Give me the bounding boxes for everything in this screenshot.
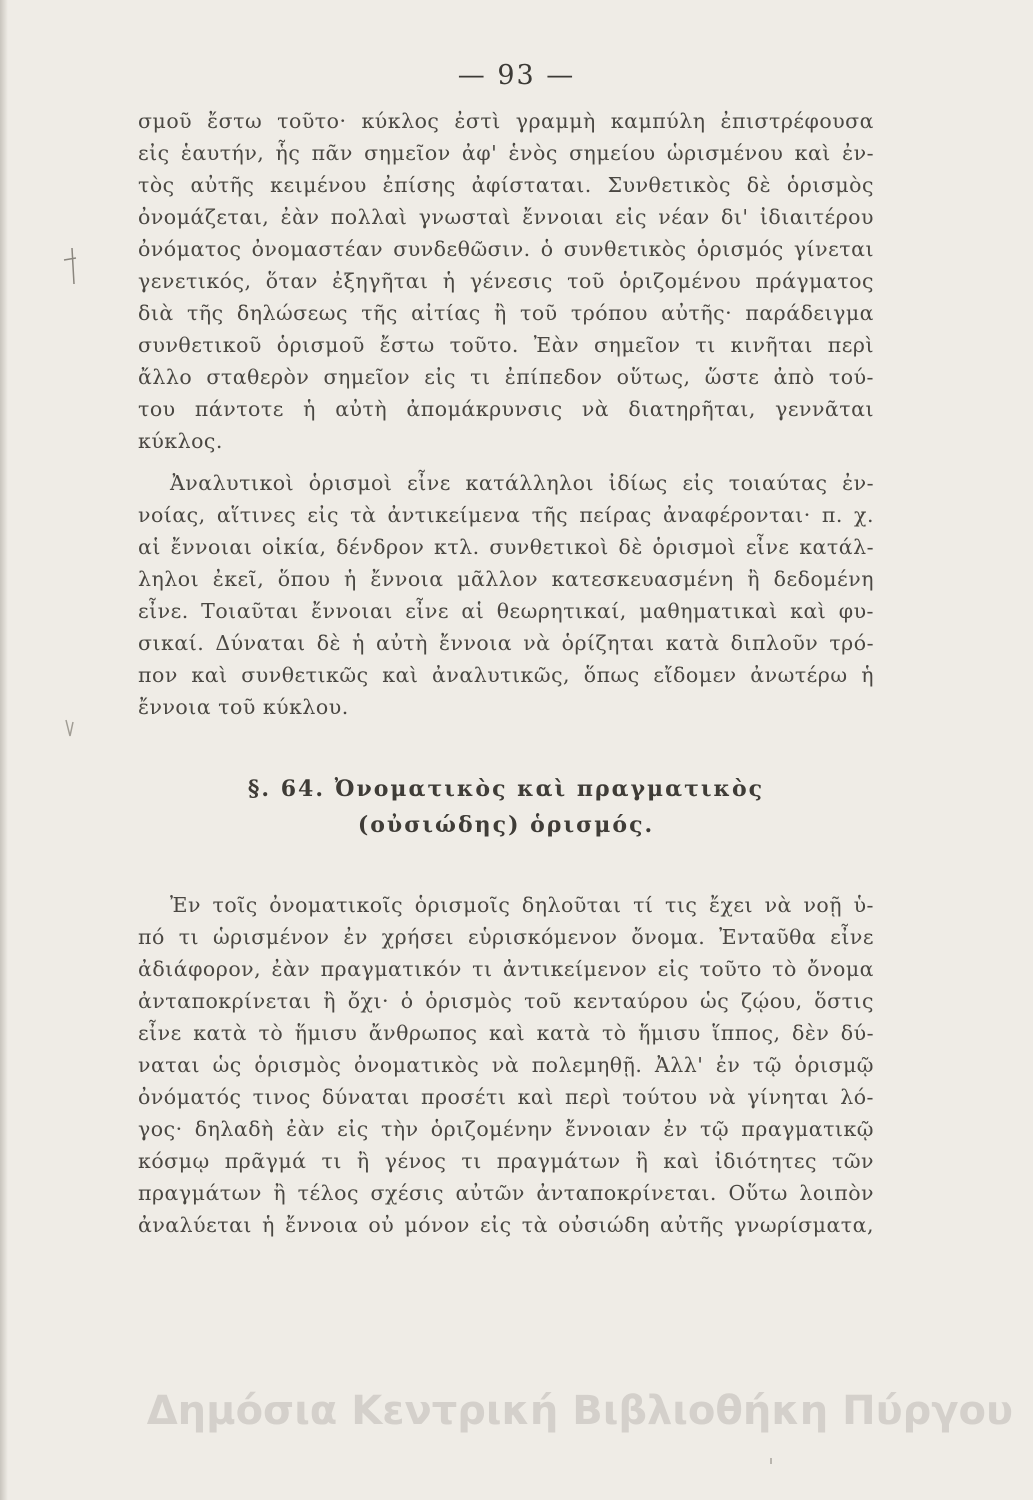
section-heading-line-1: §. 64. Ὀνοματικὸς καὶ πραγματικὸς [247, 776, 765, 802]
text-line: ἄλλο σταθερὸν σημεῖον εἰς τι ἐπίπεδον οὕτως, ὥστε ἀπὸ τού- [138, 365, 874, 389]
text-line: ληλοι ἐκεῖ, ὅπου ἡ ἔννοια μᾶλλον κατεσκευασμένη ἢ δεδομένη [138, 567, 874, 591]
text-line: ἀναλύεται ἡ ἔννοια οὐ μόνον εἰς τὰ οὐσιώδη αὐτῆς γνωρίσματα, [138, 1213, 874, 1237]
text-line: Ἐν τοῖς ὀνοματικοῖς ὁρισμοῖς δηλοῦται τί τις ἔχει νὰ νοῇ ὑ- [170, 893, 874, 917]
text-line: σικαί. Δύναται δὲ ἡ αὐτὴ ἔννοια νὰ ὁρίζηται κατὰ διπλοῦν τρό- [138, 631, 874, 655]
text-line: ὀνόματός τινος δύναται προσέτι καὶ περὶ τούτου νὰ γίνηται λό- [138, 1085, 874, 1109]
text-line: κόσμῳ πρᾶγμά τι ἢ γένος τι πραγμάτων ἢ καὶ ἰδιότητες τῶν [138, 1149, 874, 1173]
text-line: ναται ὡς ὁρισμὸς ὀνοματικὸς νὰ πολεμηθῇ. Ἀλλ' ἐν τῷ ὁρισμῷ [138, 1053, 874, 1077]
text-line: πον καὶ συνθετικῶς καὶ ἀναλυτικῶς, ὅπως εἴδομεν ἀνωτέρω ἡ [138, 663, 874, 687]
ink-speck [770, 1458, 772, 1464]
library-watermark: Δημόσια Κεντρική Βιβλιοθήκη Πύργου [146, 1388, 1013, 1434]
text-line: τὸς αὐτῆς κειμένου ἐπίσης ἀφίσταται. Συνθετικὸς δὲ ὁρισμὸς [138, 173, 874, 197]
margin-mark [60, 246, 80, 292]
text-line: συνθετικοῦ ὁρισμοῦ ἔστω τοῦτο. Ἐὰν σημεῖον τι κινῆται περὶ [138, 333, 874, 357]
text-line: πό τι ὡρισμένον ἐν χρήσει εὑρισκόμενον ὄνομα. Ἐνταῦθα εἶνε [138, 925, 874, 949]
text-line: ἀδιάφορον, ἐὰν πραγματικόν τι ἀντικείμενον εἰς τοῦτο τὸ ὄνομα [138, 957, 874, 981]
text-line: ἔννοια τοῦ κύκλου. [138, 695, 349, 719]
text-line: αἱ ἔννοιαι οἰκία, δένδρον κτλ. συνθετικοὶ δὲ ὁρισμοὶ εἶνε κατάλ- [138, 535, 874, 559]
text-line: γενετικός, ὅταν ἐξηγῆται ἡ γένεσις τοῦ ὁριζομένου πράγματος [138, 269, 874, 293]
text-line: διὰ τῆς δηλώσεως τῆς αἰτίας ἢ τοῦ τρόπου αὐτῆς· παράδειγμα [138, 301, 874, 325]
text-line: γος· δηλαδὴ ἐὰν εἰς τὴν ὁριζομένην ἔννοιαν ἐν τῷ πραγματικῷ [138, 1117, 874, 1141]
margin-mark [62, 716, 76, 746]
text-line: εἶνε κατὰ τὸ ἥμισυ ἄνθρωπος καὶ κατὰ τὸ ἥμισυ ἵππος, δὲν δύ- [138, 1021, 874, 1045]
text-line: του πάντοτε ἡ αὐτὴ ἀπομάκρυνσις νὰ διατηρῆται, γεννᾶται [138, 397, 874, 421]
text-line: Ἀναλυτικοὶ ὁρισμοὶ εἶνε κατάλληλοι ἰδίως εἰς τοιαύτας ἐν- [170, 471, 874, 495]
page-edge-shadow [0, 0, 8, 1500]
text-line: εἰς ἑαυτήν, ἧς πᾶν σημεῖον ἀφ' ἑνὸς σημείου ὡρισμένου καὶ ἐν- [138, 141, 874, 165]
text-line: ὀνομάζεται, ἐὰν πολλαὶ γνωσταὶ ἔννοιαι εἰς νέαν δι' ἰδιαιτέρου [138, 205, 874, 229]
text-line: κύκλος. [138, 429, 223, 453]
text-line: ἀνταποκρίνεται ἢ ὄχι· ὁ ὁρισμὸς τοῦ κενταύρου ὡς ζῴου, ὅστις [138, 989, 874, 1013]
text-line: πραγμάτων ἢ τέλος σχέσις αὐτῶν ἀνταποκρίνεται. Οὕτω λοιπὸν [138, 1181, 874, 1205]
text-line: σμοῦ ἔστω τοῦτο· κύκλος ἐστὶ γραμμὴ καμπύλη ἐπιστρέφουσα [138, 109, 874, 133]
page-number: — 93 — [457, 60, 576, 91]
text-line: εἶνε. Τοιαῦται ἔννοιαι εἶνε αἱ θεωρητικαί, μαθηματικαὶ καὶ φυ- [138, 599, 874, 623]
text-line: νοίας, αἵτινες εἰς τὰ ἀντικείμενα τῆς πείρας ἀναφέρονται· π. χ. [138, 503, 874, 527]
text-line: ὀνόματος ὀνομαστέαν συνδεθῶσιν. ὁ συνθετικὸς ὁρισμός γίνεται [138, 237, 874, 261]
section-heading-line-2: (οὐσιώδης) ὁρισμός. [357, 812, 655, 838]
